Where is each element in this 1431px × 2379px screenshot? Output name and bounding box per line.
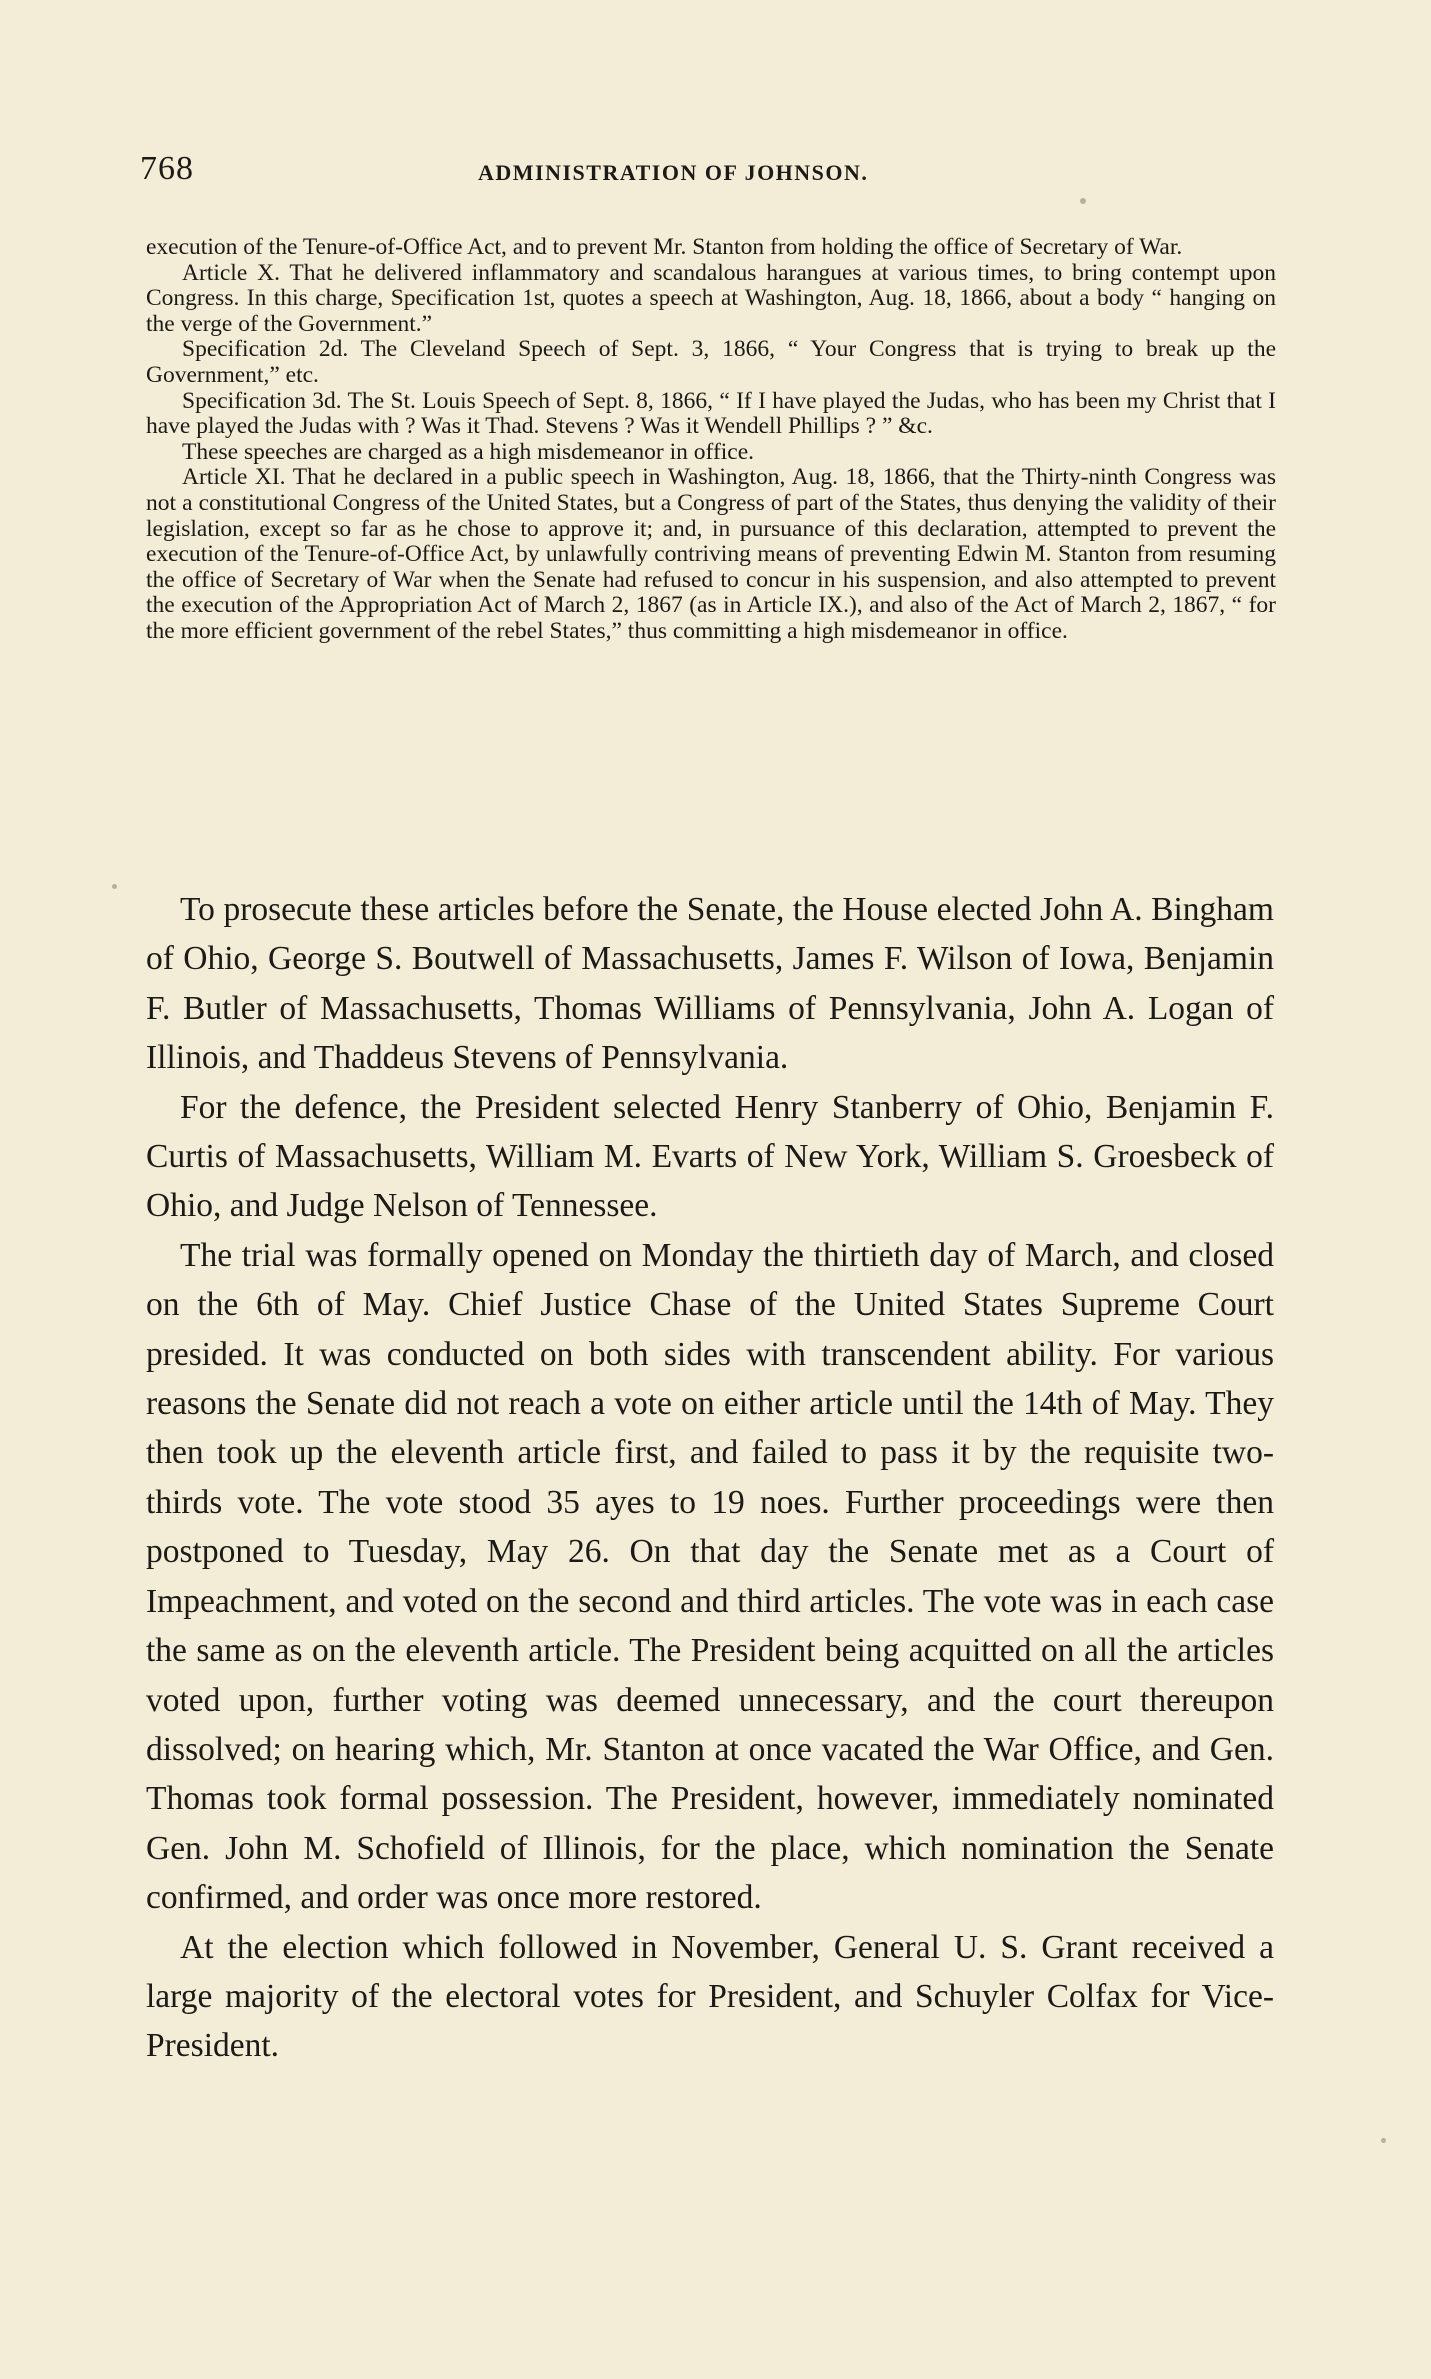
paper-speck — [1381, 2138, 1386, 2143]
running-title: ADMINISTRATION OF JOHNSON. — [478, 160, 869, 185]
election-paragraph: At the election which followed in November, General U. S. Grant received a large majority of the electoral votes for President, and Schuyler Colfax for Vice-President. — [146, 1928, 1274, 2065]
page-header — [140, 150, 1280, 200]
page-number: 768 — [140, 150, 194, 187]
article-xi-paragraph: Article XI. That he declared in a public speech in Washington, Aug. 18, 1866, that the Thirty-ninth Congress was not a constitutional Congress of the United States, but a Congress of part of the States, thus denying the validity of their legislation, except so far as he chose to approve it; and, in pursuance of this declaration, attempted to prevent the execution of the Tenure-of-Office Act, by unlawfully contriving means of preventing Edwin M. Stanton from resuming the office of Secretary of War when the Senate had refused to concur in his suspension, and also attempted to prevent the execution of the Appropriation Act of March 2, 1867 (as in Article IX.), and also of the Act of March 2, 1867, “ for the more efficient government of the rebel States,” thus committing a high misdemeanor in office. — [146, 464, 1276, 644]
defence-paragraph: For the defence, the President selected Henry Stanberry of Ohio, Benjamin F. Curtis of Massachusetts, William M. Evarts of New York, William S. Groesbeck of Ohio, and Judge Nelson of Tennessee. — [146, 1088, 1274, 1225]
specification-2d-paragraph: Specification 2d. The Cleveland Speech of Sept. 3, 1866, “ Your Congress that is trying to break up the Government,” etc. — [146, 336, 1276, 388]
main-text — [146, 885, 1274, 2071]
paper-speck — [1080, 198, 1086, 204]
article-continuation-paragraph: execution of the Tenure-of-Office Act, and to prevent Mr. Stanton from holding the office of Secretary of War. — [146, 234, 1183, 260]
misdemeanor-note-paragraph: These speeches are charged as a high misdemeanor in office. — [182, 438, 755, 465]
trial-paragraph: The trial was formally opened on Monday the thirtieth day of March, and closed on the 6th of May. Chief Justice Chase of the United States Supreme Court presided. It was conducted on both sides with transcendent ability. For various reasons the Senate did not reach a vote on either article until the 14th of May. They then took up the eleventh article first, and failed to pass it by the requisite two-thirds vote. The vote stood 35 ayes to 19 noes. Further proceedings were then postponed to Tuesday, May 26. On that day the Senate met as a Court of Impeachment, and voted on the second and third articles. The vote was in each case the same as on the eleventh article. The President being acquitted on all the articles voted upon, further voting was deemed unnecessary, and the court thereupon dissolved; on hearing which, Mr. Stanton at once vacated the War Office, and Gen. Thomas took formal possession. The President, however, immediately nominated Gen. John M. Schofield of Illinois, for the place, which nomination the Senate confirmed, and order was once more restored. — [146, 1236, 1274, 1917]
article-x-paragraph: Article X. That he delivered inflammatory and scandalous harangues at various times, to bring contempt upon Congress. In this charge, Specification 1st, quotes a speech at Washington, Aug. 18, 1866, about a body “ hanging on the verge of the Government.” — [146, 259, 1276, 337]
managers-paragraph: To prosecute these articles before the Senate, the House elected John A. Bingham of Ohio, George S. Boutwell of Massachusetts, James F. Wilson of Iowa, Benjamin F. Butler of Massachusetts, Thomas Williams of Pennsylvania, John A. Logan of Illinois, and Thaddeus Stevens of Pennsylvania. — [146, 891, 1274, 1077]
specification-3d-paragraph: Specification 3d. The St. Louis Speech of Sept. 8, 1866, “ If I have played the Judas, who has been my Christ that I have played the Judas with ? Was it Thad. Stevens ? Was it Wendell Phillips ? ” &c. — [146, 387, 1276, 440]
articles-of-impeachment-excerpt — [146, 235, 1276, 645]
paper-speck — [112, 884, 117, 889]
